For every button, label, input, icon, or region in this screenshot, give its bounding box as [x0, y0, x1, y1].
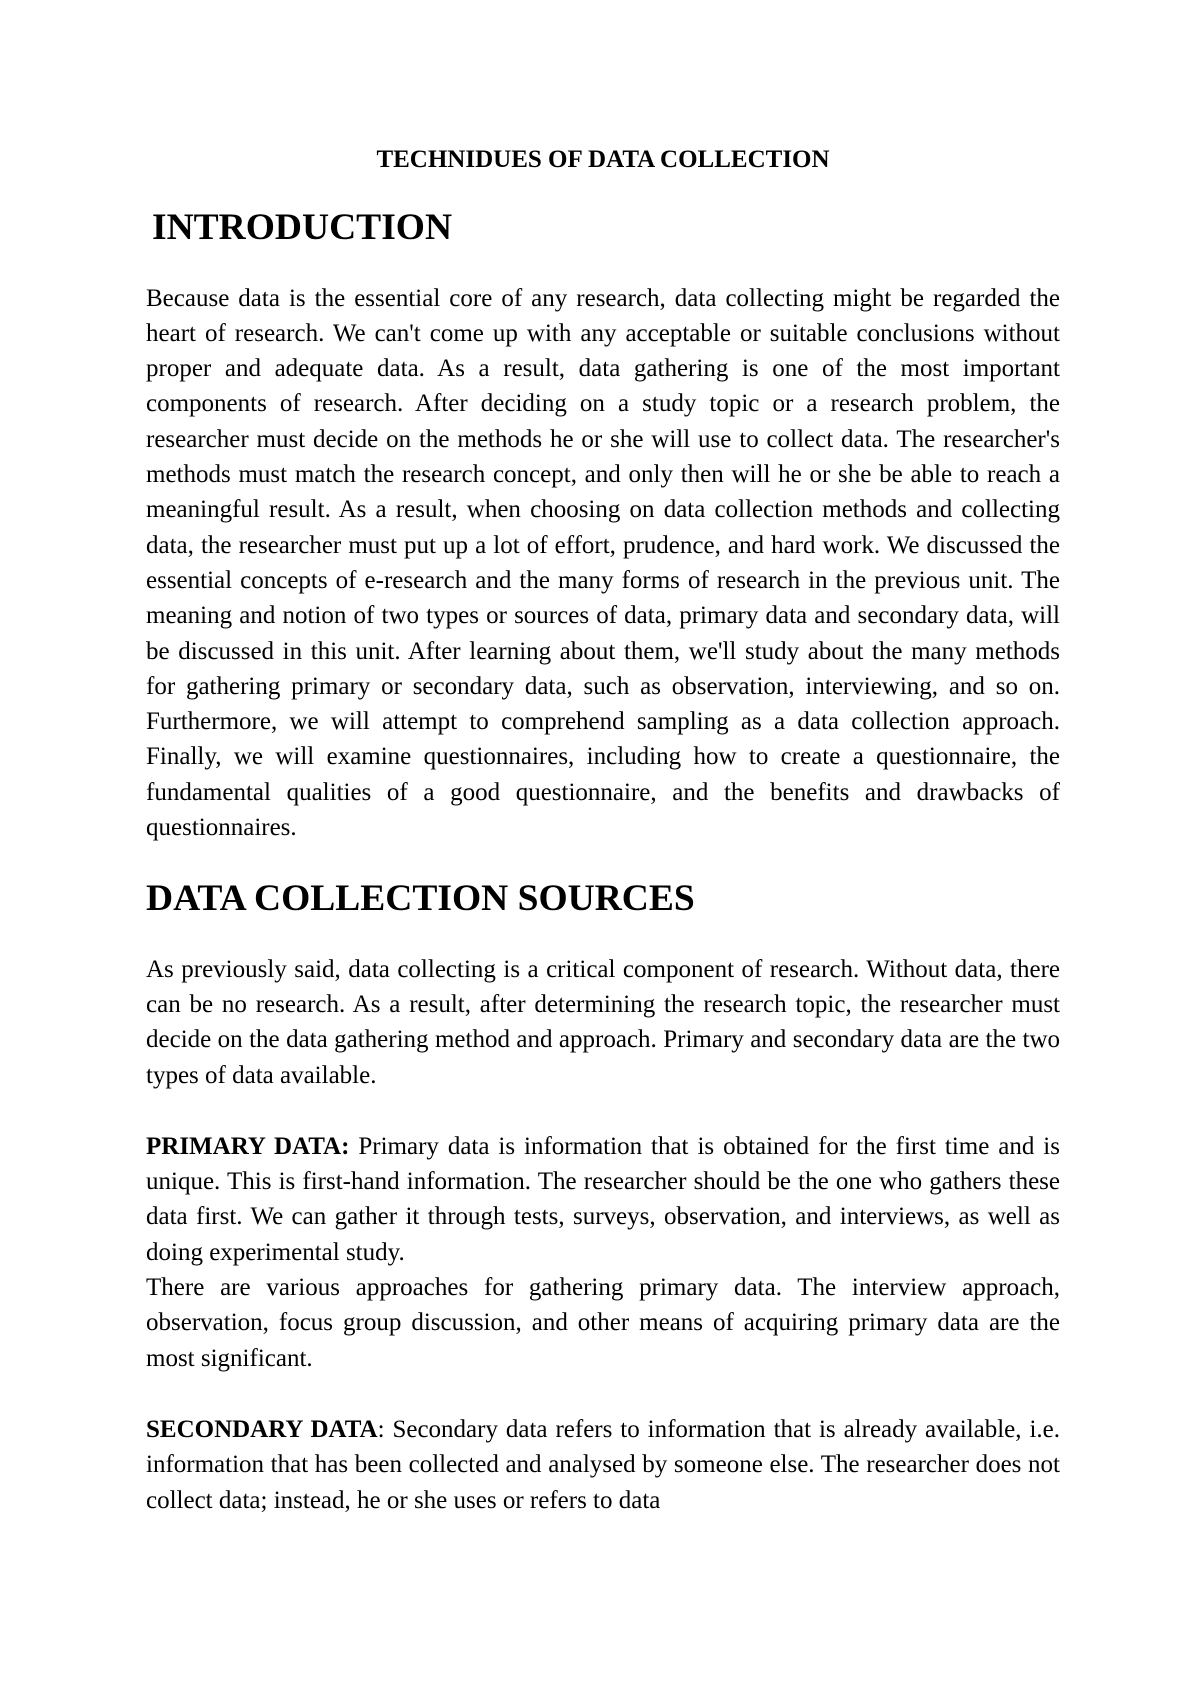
introduction-heading: INTRODUCTION — [152, 207, 453, 249]
primary-data-approaches-paragraph: There are various approaches for gathering primary data. The interview approach, observation, focus group discussion, and other means of acquiring primary data are the most significant. — [146, 1274, 1060, 1372]
secondary-data-label: SECONDARY DATA — [146, 1415, 378, 1443]
sources-heading: DATA COLLECTION SOURCES — [146, 878, 695, 920]
document-content — [146, 142, 1060, 1518]
primary-data-text: Primary data is information that is obtained for the first time and is unique. This is first-hand information. The researcher should be the one who gathers these data first. We can gather it through tests, surveys, observation, and interviews, as well as doing experimental study. — [146, 1132, 1060, 1266]
secondary-data-paragraph — [146, 1412, 1060, 1518]
introduction-paragraph: Because data is the essential core of any research, data collecting might be regarded the heart of research. We can't come up with any acceptable or suitable conclusions without proper and adequate data. As a result, data gathering is one of the most important components of research. After deciding on a study topic or a research problem, the researcher must decide on the methods he or she will use to collect data. The researcher's methods must match the research concept, and only then will he or she be able to reach a meaningful result. As a result, when choosing on data collection methods and collecting data, the researcher must put up a lot of effort, prudence, and hard work. We discussed the essential concepts of e-research and the many forms of research in the previous unit. The meaning and notion of two types or sources of data, primary data and secondary data, will be discussed in this unit. After learning about them, we'll study about the many methods for gathering primary or secondary data, such as observation, interviewing, and so on. Furthermore, we will attempt to comprehend sampling as a data collection approach. Finally, we will examine questionnaires, including how to create a questionnaire, the fundamental qualities of a good questionnaire, and the benefits and drawbacks of questionnaires. — [146, 284, 1060, 842]
primary-data-label: PRIMARY DATA: — [146, 1132, 350, 1160]
document-title: TECHNIDUES OF DATA COLLECTION — [376, 146, 830, 173]
primary-data-paragraph — [146, 1129, 1060, 1270]
secondary-data-text: : Secondary data refers to information that is already available, i.e. information that has been collected and analysed by someone else. The researcher does not collect data; instead, he or she uses or refers to data — [146, 1415, 1060, 1514]
sources-paragraph: As previously said, data collecting is a critical component of research. Without data, there can be no research. As a result, after determining the research topic, the researcher must decide on the data gathering method and approach. Primary and secondary data are the two types of data available. — [146, 955, 1060, 1089]
